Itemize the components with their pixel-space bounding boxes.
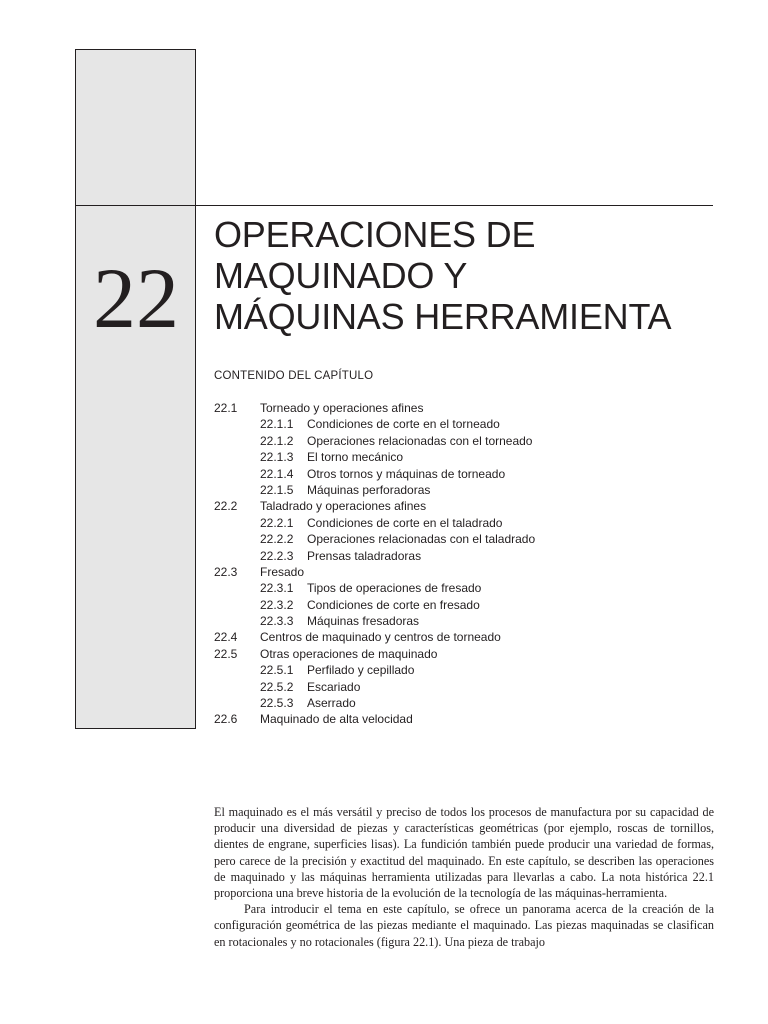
toc-entry-label: Otros tornos y máquinas de torneado [307,466,506,481]
toc-entry [214,629,714,645]
toc-entry [214,580,714,596]
toc-entry [214,646,714,662]
toc-entry [214,695,714,711]
toc-entry-label: Aserrado [307,696,356,711]
table-of-contents [214,400,714,728]
toc-entry-number: 22.2.1 [260,515,294,530]
toc-entry [214,613,714,629]
toc-entry-label: Fresado [260,564,305,579]
body-paragraph: El maquinado es el más versátil y preciso de todos los procesos de manufactura por su capacidad de producir una diversidad de piezas y características geométricas (por ejemplo, roscas de tornillos, dientes de engrane, superficies lisas). La fundición también puede producir una variedad de formas, pero carece de la precisión y exactitud del maquinado. En este capítulo, se describen las operaciones de maquinado y las máquinas herramienta utilizadas para llevarlas a cabo. La nota histórica 22.1 proporciona una breve historia de la evolución de la tecnología de las máquinas-herramienta. [214,805,714,901]
toc-entry-number: 22.2.3 [260,548,294,563]
toc-entry-label: Torneado y operaciones afines [260,401,424,415]
toc-entry-label: Taladrado y operaciones afines [260,499,427,514]
toc-entry-label: Prensas taladradoras [307,548,422,563]
toc-entry-label: Máquinas fresadoras [307,614,420,629]
toc-entry [214,679,714,695]
body-paragraph: Para introducir el tema en este capítulo, se ofrece un panorama acerca de la creación de la configuración geométrica de las piezas mediante el maquinado. Las piezas maquinadas se clasifican en rotacionales y no rotacionales (figura 22.1). Una pieza de trabajo [214,902,714,949]
toc-entry [214,597,714,613]
toc-entry-label: Otras operaciones de maquinado [260,646,438,661]
toc-entry-number: 22.1.2 [260,433,294,448]
header-rule [75,205,713,206]
toc-entry-label: Tipos de operaciones de fresado [307,581,482,596]
toc-entry-label: Condiciones de corte en el taladrado [307,515,503,530]
toc-entry [214,449,714,465]
toc-entry-label: Condiciones de corte en el torneado [307,417,500,432]
toc-entry-number: 22.5.2 [260,679,294,694]
toc-entry [214,515,714,531]
toc-entry [214,662,714,678]
toc-entry-number: 22.1.3 [260,450,294,465]
toc-entry-label: Máquinas perforadoras [307,482,431,497]
toc-entry-label: Centros de maquinado y centros de torneado [260,630,501,645]
toc-entry-number: 22.2.2 [260,532,294,547]
toc-entry-number: 22.3 [214,564,238,579]
toc-entry [214,416,714,432]
toc-entry-number: 22.4 [214,630,238,645]
toc-entry [214,433,714,449]
contents-heading: CONTENIDO DEL CAPÍTULO [214,370,374,382]
toc-entry [214,548,714,564]
toc-entry-label: Condiciones de corte en fresado [307,597,480,612]
chapter-number-panel [75,49,196,729]
body-text [214,804,714,950]
toc-entry-number: 22.3.3 [260,614,294,629]
toc-entry-number: 22.5.1 [260,663,294,678]
toc-entry-number: 22.1.5 [260,482,294,497]
toc-entry [214,498,714,514]
toc-entry-number: 22.5.3 [260,696,294,711]
toc-entry-label: El torno mecánico [307,450,404,465]
toc-entry-label: Escariado [307,679,361,694]
chapter-number: 22 [93,250,179,346]
chapter-title [214,214,724,337]
toc-entry-label: Perfilado y cepillado [307,663,415,678]
chapter-title-line: OPERACIONES DE [214,214,536,255]
toc-entry [214,400,714,416]
toc-entry [214,711,714,727]
chapter-title-line: MAQUINADO Y [214,255,468,296]
toc-entry [214,531,714,547]
toc-entry-number: 22.2 [214,499,238,514]
toc-entry [214,564,714,580]
toc-entry [214,466,714,482]
chapter-title-line: MÁQUINAS HERRAMIENTA [214,296,672,337]
toc-entry-label: Operaciones relacionadas con el torneado [307,433,533,448]
toc-entry-label: Operaciones relacionadas con el taladrado [307,532,536,547]
toc-entry-number: 22.5 [214,646,238,661]
toc-entry [214,482,714,498]
toc-entry-label: Maquinado de alta velocidad [260,712,413,727]
toc-entry-number: 22.6 [214,712,238,727]
toc-entry-number: 22.1 [214,401,238,415]
toc-entry-number: 22.3.2 [260,597,294,612]
toc-entry-number: 22.1.1 [260,417,294,432]
toc-entry-number: 22.1.4 [260,466,294,481]
toc-entry-number: 22.3.1 [260,581,294,596]
